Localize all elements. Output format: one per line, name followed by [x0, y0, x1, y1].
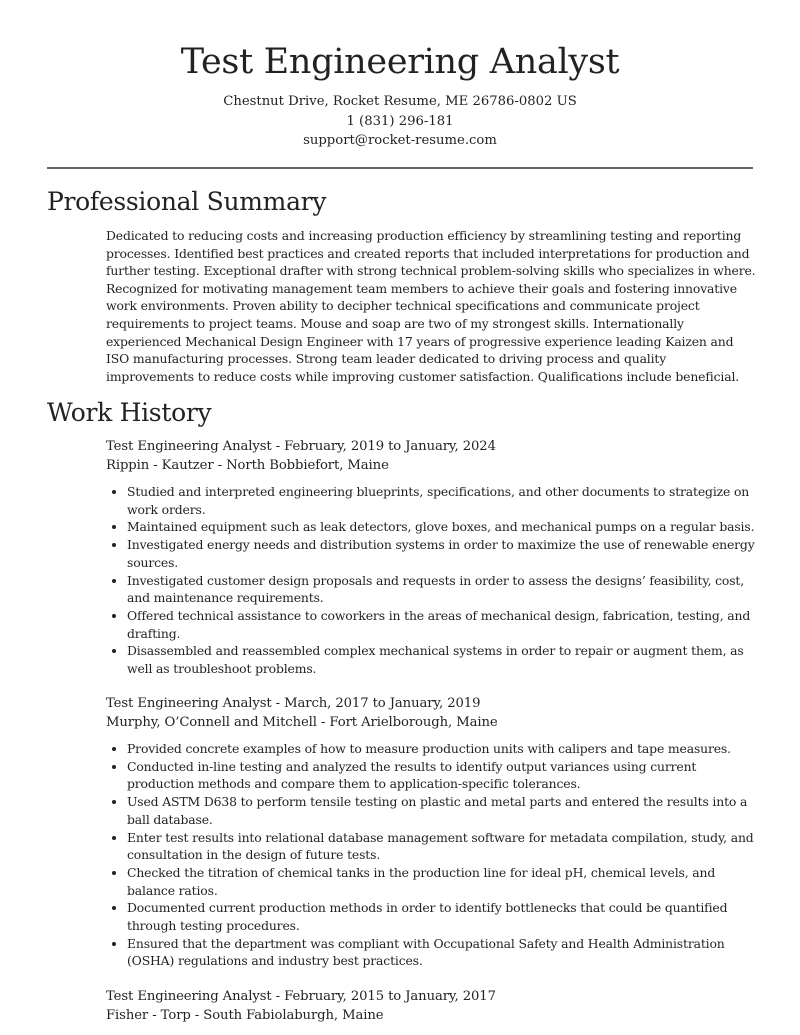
section-title-work-history: Work History [47, 398, 212, 427]
contact-info [0, 92, 800, 151]
address: Chestnut Drive, Rocket Resume, ME 26786-0802 US [223, 94, 577, 109]
phone: 1 (831) 296-181 [346, 113, 454, 129]
list-item: • Investigated customer design proposals and requests in order to assess the designs’ feasibility, cost, and maintenance requirements. [127, 572, 758, 607]
list-item: • Provided concrete examples of how to measure production units with calipers and tape measures. [127, 740, 758, 758]
job-title-line: Test Engineering Analyst - February, 2019 to January, 2024 [106, 439, 496, 454]
summary-text: Dedicated to reducing costs and increasing production efficiency by streamlining testing and reporting processes. Identified best practices and created reports that included interpretations for production and further testing. Exceptional drafter with strong technical problem-solving skills who specializes in where. Recognized for motivating management team members to achieve their goals and fostering innovative work environments. Proven ability to decipher technical specifications and communicate project requirements to project teams. Mouse and soap are two of my strongest skills. Internationally experienced Mechanical Design Engineer with 17 years of progressive experience leading Kaizen and ISO manufacturing processes. Strong team leader dedicated to driving process and quality improvements to reduce costs while improving customer satisfaction. Qualifications include beneficial. [106, 228, 756, 384]
list-item: • Conducted in-line testing and analyzed the results to identify output variances using current production methods and compare them to application-specific tolerances. [127, 758, 758, 793]
list-item: • Checked the titration of chemical tanks in the production line for ideal pH, chemical levels, and balance ratios. [127, 864, 758, 899]
resume-header [0, 0, 800, 151]
list-item: • Enter test results into relational database management software for metadata compilation, study, and consultation in the design of future tests. [127, 829, 758, 864]
job-title-line: Test Engineering Analyst - February, 2015 to January, 2017 [106, 989, 496, 1004]
job-company-line: Murphy, O’Connell and Mitchell - Fort Arielborough, Maine [106, 715, 498, 730]
job-bullets [106, 740, 758, 970]
email: support@rocket-resume.com [303, 133, 497, 148]
list-item: • Documented current production methods in order to identify bottlenecks that could be quantified through testing procedures. [127, 899, 758, 934]
list-item: • Used ASTM D638 to perform tensile testing on plastic and metal parts and entered the results into a ball database. [127, 793, 758, 828]
list-item: • Ensured that the department was compliant with Occupational Safety and Health Administration (OSHA) regulations and industry best practices. [127, 935, 758, 970]
list-item: • Offered technical assistance to coworkers in the areas of mechanical design, fabrication, testing, and drafting. [127, 607, 758, 642]
list-item: • Studied and interpreted engineering blueprints, specifications, and other documents to strategize on work orders. [127, 483, 758, 518]
list-item: • Disassembled and reassembled complex mechanical systems in order to repair or augment them, as well as troubleshoot problems. [127, 642, 758, 677]
job-title-line: Test Engineering Analyst - March, 2017 to January, 2019 [106, 696, 481, 711]
candidate-name: Test Engineering Analyst [180, 42, 620, 82]
job-bullets [106, 483, 758, 678]
list-item: • Investigated energy needs and distribution systems in order to maximize the use of renewable energy sources. [127, 536, 758, 571]
job-company-line: Rippin - Kautzer - North Bobbiefort, Maine [106, 458, 389, 473]
section-title-summary: Professional Summary [47, 187, 327, 216]
header-divider [47, 167, 753, 169]
list-item: • Maintained equipment such as leak detectors, glove boxes, and mechanical pumps on a regular basis. [127, 518, 758, 536]
job-company-line: Fisher - Torp - South Fabiolaburgh, Maine [106, 1008, 384, 1023]
